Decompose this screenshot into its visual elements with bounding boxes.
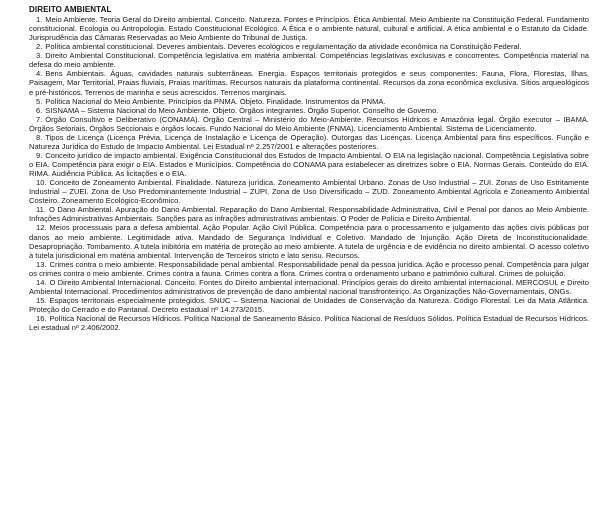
item-text: Política ambiental constitucional. Deveres ambientais. Deveres ecológicos e regulamentação da atividade econômica na Constituição Federal. (45, 42, 522, 52)
syllabus-item (29, 51, 589, 69)
syllabus-item (29, 133, 589, 151)
item-number: 8. (36, 132, 43, 142)
item-text: Órgão Consultivo e Deliberativo (CONAMA). Órgão Central – Ministério do Meio-Ambiente. Recursos Hídricos e Amazônia legal. Órgão executor – IBAMA. Órgãos Setoriais. Órgãos Seccionais e órgãos locais. Fundo Nacional do Meio Ambiente (FNMA). Licenciamento Ambiental. Sistema de Licenciamento. (29, 114, 589, 133)
syllabus-item (29, 223, 589, 259)
item-text: Direito Ambiental Constitucional. Competência legislativa em matéria ambiental. Competências legislativas exclusivas e concorrentes. Competência material na defesa do meio ambiente. (29, 51, 589, 70)
item-text: Bens Ambientais. Águas, cavidades naturais subterrâneas. Energia. Espaços territoriais protegidos e seus componentes: Fauna, Flora, Florestas, Ilhas, Paisagem, Mar Territorial, Praias fluviais, Praias marítimas. Recursos naturais da plataforma continental. Recursos da zona econômica exclusiva. Sítios arqueológicos e pré-históricos. Terrenos de marinha e seus acrescidos. Terrenos marginais. (29, 69, 589, 97)
syllabus-item (29, 69, 589, 96)
syllabus-item (29, 260, 589, 278)
item-text: Política Nacional do Meio Ambiente. Princípios da PNMA. Objeto. Finalidade. Instrumentos da PNMA. (45, 96, 386, 106)
item-number: 9. (36, 150, 43, 160)
item-text: Espaços territoriais especialmente protegidos. SNUC – Sistema Nacional de Unidades de Conservação da Natureza. Código Florestal. Lei da Mata Atlântica. Proteção do Cerrado e do Pantanal. Decreto estadual nº 14.273/2015. (29, 295, 589, 314)
syllabus-list (29, 15, 589, 332)
item-number: 6. (36, 105, 43, 115)
item-text: Política Nacional de Recursos Hídricos. Política Nacional de Saneamento Básico. Política Nacional de Resíduos Sólidos. Política Estadual de Recursos Hídricos. Lei estadual nº 2.406/2002. (29, 314, 589, 333)
syllabus-item (29, 151, 589, 178)
syllabus-item (29, 178, 589, 205)
item-text: Meio Ambiente. Teoria Geral do Direito ambiental. Conceito. Natureza. Fontes e Princípios. Ética Ambiental. Meio Ambiente na Constituição Federal. Fundamento constitucional. Ecologia ou Antropologia. Estado Constitucional Ecológico. A Ética e o ambiente natural, cultural e artificial. A ética ambiental e o Estatuto da Cidade. Jurisprudência das Câmaras Reservadas ao Meio Ambiente do Tribunal de Justiça. (29, 15, 589, 43)
syllabus-item (29, 15, 589, 42)
item-number: 10. (36, 178, 47, 188)
syllabus-item (29, 314, 589, 332)
item-number: 11. (36, 205, 46, 215)
item-number: 15. (36, 295, 47, 305)
item-text: Tipos de Licença (Licença Prévia, Licença de Instalação e Licença de Operação). Outorgas das Licenças. Licença Ambiental para fins específicos. Função e Natureza Jurídica do Estudo de Impacto Ambiental. Lei Estadual nº 2.257/2001 e alterações posteriores. (29, 132, 589, 151)
item-number: 7. (36, 114, 43, 124)
page-title: DIREITO AMBIENTAL (29, 5, 112, 14)
item-number: 2. (36, 42, 43, 52)
item-number: 14. (36, 277, 47, 287)
item-text: O Dano Ambiental. Apuração do Dano Ambiental. Reparação do Dano Ambiental. Responsabilidade Administrativa, Civil e Penal por danos ao Meio Ambiente. Infrações Administrativas Ambientais. Sanções para as infrações administrativas ambientais. O Poder de Polícia e Direito Ambiental. (29, 205, 589, 224)
item-number: 12. (36, 223, 47, 233)
syllabus-item (29, 97, 589, 106)
item-text: Crimes contra o meio ambiente. Responsabilidade penal ambiental. Responsabilidade penal da pessoa jurídica. Ação e processo penal. Competência para julgar os crimes contra o meio ambiente. Crimes contra a fauna. Crimes contra a flora. Crimes contra o ordenamento urbano e patrimônio cultural. Crimes de poluição. (29, 259, 590, 278)
item-text: Meios processuais para a defesa ambiental. Ação Popular. Ação Civil Pública. Competência para o processamento e julgamento das ações civis públicas por danos ao meio ambiente. Legitimidade ativa. Mandado de Segurança Individual e Coletivo. Mandado de Injunção. Ação Direta de Inconstitucionalidade. Desapropriação. Tombamento. A tutela inibitória em matéria de proteção ao meio ambiente. A tutela de urgência e de evidência no direito ambiental. O acesso coletivo à tutela jurisdicional em matéria ambiental. Intervenção de Terceiros stricto e lato sensu. Recursos. (29, 223, 589, 260)
item-number: 13. (36, 259, 47, 269)
item-number: 1. (36, 15, 43, 24)
syllabus-item (29, 42, 589, 51)
syllabus-item (29, 278, 589, 296)
syllabus-item (29, 296, 589, 314)
syllabus-item (29, 106, 589, 115)
item-number: 3. (36, 51, 43, 61)
item-number: 5. (36, 96, 43, 106)
syllabus-item (29, 115, 589, 133)
item-text: Conceito de Zoneamento Ambiental. Finalidade. Natureza jurídica. Zoneamento Ambiental Urbano. Zonas de Uso Industrial – ZUI. Zonas de Uso Estritamente Industrial – ZUEI. Zona de Uso Predominantemente Industrial – ZUPI. Zona de Uso Diversificado – ZUD. Zoneamento Ambiental Agrícola e Zoneamento Ambiental Costeiro. Zoneamento Ecológico-Econômico. (29, 178, 589, 206)
item-text: Conceito jurídico de impacto ambiental. Exigência Constitucional dos Estudos de Impacto Ambiental. O EIA na legislação nacional. Competência Legislativa sobre o EIA. Competência para exigir o EIA. Estados e Municípios. Competência do CONAMA para estabelecer as diretrizes sobre o EIA. Normas Gerais. Conteúdo do EIA. RIMA. Audiência Pública. As licitações e o EIA. (29, 150, 589, 179)
syllabus-item (29, 205, 589, 223)
item-number: 16. (36, 314, 47, 324)
item-text: SISNAMA – Sistema Nacional do Meio Ambiente. Objeto. Órgãos integrantes. Órgão Superior. Conselho de Governo. (45, 105, 439, 115)
item-number: 4. (36, 69, 43, 79)
item-text: O Direito Ambiental Internacional. Conceito. Fontes do Direito ambiental internacional. Princípios gerais do direito ambiental internacional. MERCOSUL e Direito Ambiental Internacional. Procedimentos administrativos de prevenção de dano ambiental nacional transfronteiriço. As Organizações Não-Governamentais, ONGs. (29, 277, 589, 296)
